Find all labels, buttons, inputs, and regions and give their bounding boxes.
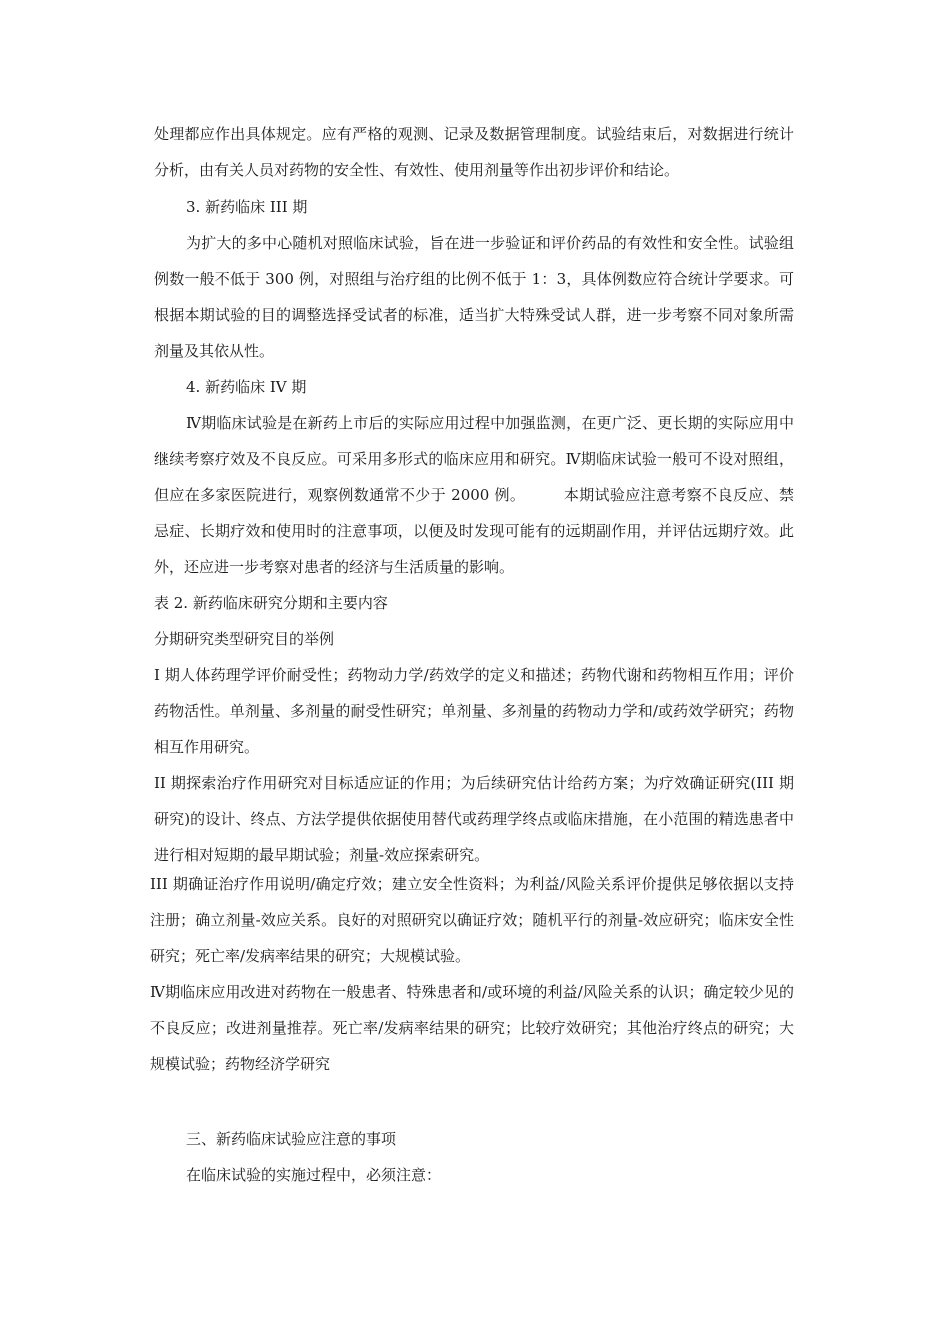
paragraph-phase-4: Ⅳ期临床试验是在新药上市后的实际应用过程中加强监测，在更广泛、更长期的实际应用中继续考察疗效及不良反应。可采用多形式的临床应用和研究。Ⅳ期临床试验一般可不设对照组，但应在多家医院进行，观察例数通常不少于 2000 例。 本期试验应注意考察不良反应、禁忌症、长期疗效和使用时的注意事项，以便及时发现可能有的远期副作用，并评估远期疗效。此外，还应进一步考察对患者的经济与生活质量的影响。 (154, 414, 794, 576)
heading-phase-3: 3. 新药临床 III 期 (186, 198, 308, 216)
table-row-phase-4: Ⅳ期临床应用改进对药物在一般患者、特殊患者和/或环境的利益/风险关系的认识；确定较少见的不良反应；改进剂量推荐。死亡率/发病率结果的研究；比较疗效研究；其他治疗终点的研究；大规模试验；药物经济学研究 (150, 983, 794, 1073)
table-row-phase-3: III 期确证治疗作用说明/确定疗效；建立安全性资料；为利益/风险关系评价提供足够依据以支持注册；确立剂量-效应关系。良好的对照研究以确证疗效；随机平行的剂量-效应研究；临床安全性研究；死亡率/发病率结果的研究；大规模试验。 (150, 875, 794, 965)
table-row-phase-2: II 期探索治疗作用研究对目标适应证的作用；为后续研究估计给药方案；为疗效确证研究(III 期研究)的设计、终点、方法学提供依据使用替代或药理学终点或临床措施，在小范围的精选患者中进行相对短期的最早期试验；剂量-效应探索研究。 (154, 774, 794, 864)
table-row-phase-1: I 期人体药理学评价耐受性；药物动力学/药效学的定义和描述；药物代谢和药物相互作用；评价药物活性。单剂量、多剂量的耐受性研究；单剂量、多剂量的药物动力学和/或药效学研究；药物相互作用研究。 (154, 666, 794, 756)
paragraph-phase-3: 为扩大的多中心随机对照临床试验，旨在进一步验证和评价药品的有效性和安全性。试验组例数一般不低于 300 例，对照组与治疗组的比例不低于 1：3，具体例数应符合统计学要求。可根据本期试验的目的调整选择受试者的标准，适当扩大特殊受试人群，进一步考察不同对象所需剂量及其依从性。 (154, 234, 794, 360)
section-3-paragraph: 在临床试验的实施过程中，必须注意： (186, 1166, 442, 1184)
heading-phase-4: 4. 新药临床 IV 期 (186, 378, 307, 396)
paragraph-intro: 处理都应作出具体规定。应有严格的观测、记录及数据管理制度。试验结束后，对数据进行统计分析，由有关人员对药物的安全性、有效性、使用剂量等作出初步评价和结论。 (154, 125, 794, 179)
table-caption: 表 2. 新药临床研究分期和主要内容 (154, 594, 388, 612)
section-3-heading: 三、新药临床试验应注意的事项 (186, 1130, 397, 1148)
table-header: 分期研究类型研究目的举例 (154, 630, 335, 648)
